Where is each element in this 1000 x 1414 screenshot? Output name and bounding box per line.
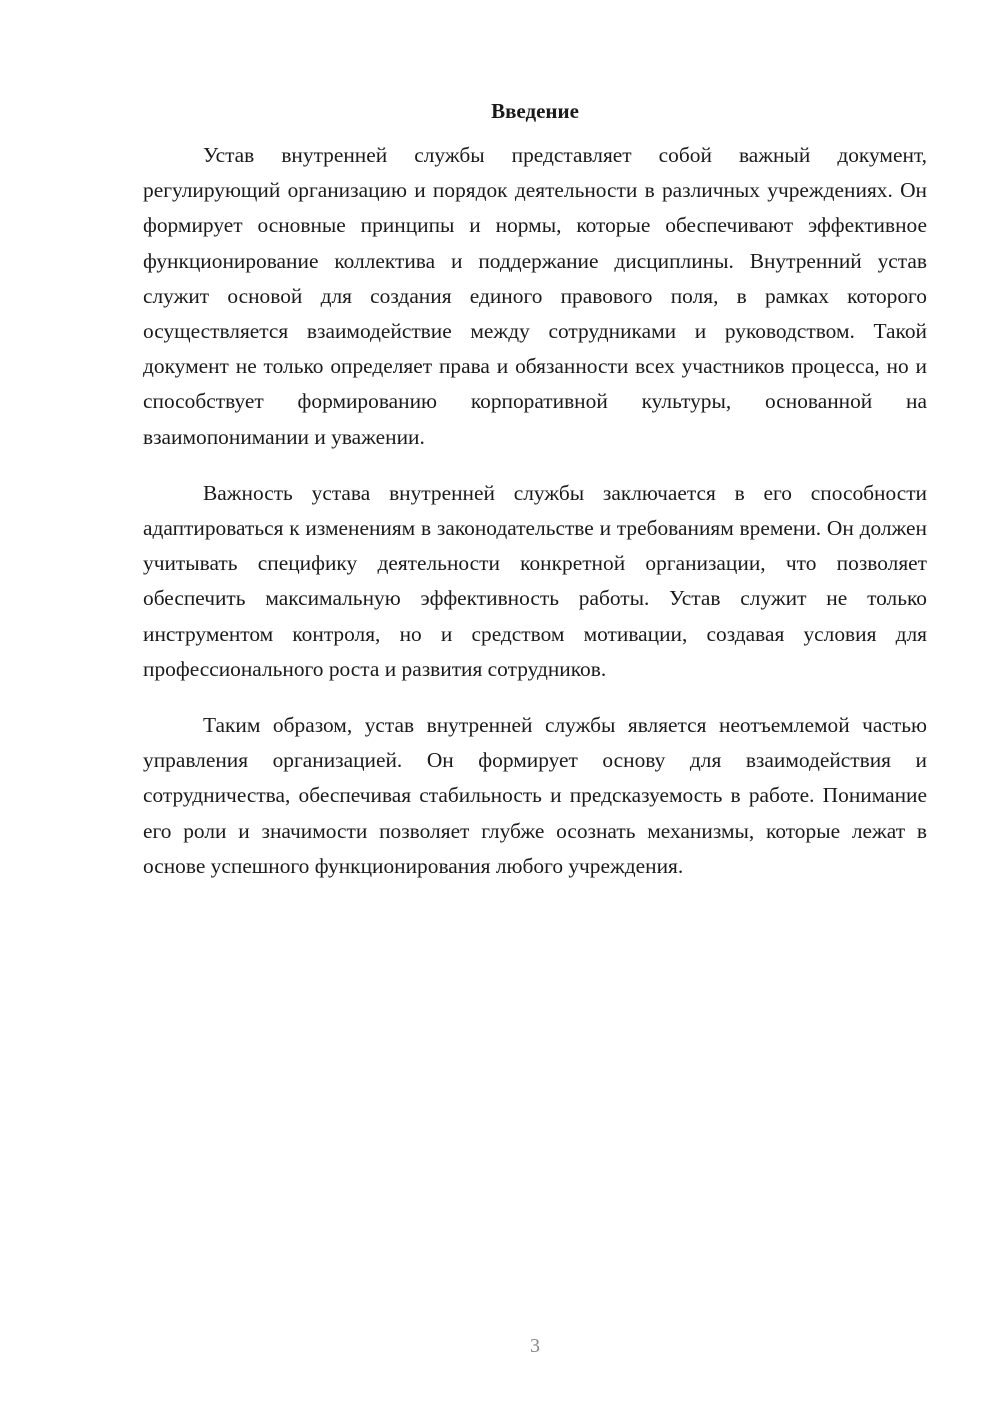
paragraph-3: Таким образом, устав внутренней службы является неотъемлемой частью управления организацией. Он формирует основу для взаимодействия и сотрудничества, обеспечивая стабильность и предсказуемость в работе. Понимание его роли и значимости позволяет глубже осознать механизмы, которые лежат в основе успешного функционирования любого учреждения.	[143, 713, 927, 878]
paragraph-2: Важность устава внутренней службы заключается в его способности адаптироваться к изменениям в законодательстве и требованиям времени. Он должен учитывать специфику деятельности конкретной организации, что позволяет обеспечить максимальную эффективность работы. Устав служит не только инструментом контроля, но и средством мотивации, создавая условия для профессионального роста и развития сотрудников.	[143, 480, 927, 681]
paragraph-1: Устав внутренней службы представляет собой важный документ, регулирующий организацию и порядок деятельности в различных учреждениях. Он формирует основные принципы и нормы, которые обеспечивают эффективное функционирование коллектива и поддержание дисциплины. Внутренний устав служит основой для создания единого правового поля, в рамках которого осуществляется взаимодействие между сотрудниками и руководством. Такой документ не только определяет права и обязанности всех участников процесса, но и способствует формированию корпоративной культуры, основанной на взаимопонимании и уважении.	[143, 143, 927, 449]
page-content	[143, 96, 927, 884]
page-number: 3	[530, 1335, 540, 1357]
section-heading: Введение	[491, 99, 579, 123]
